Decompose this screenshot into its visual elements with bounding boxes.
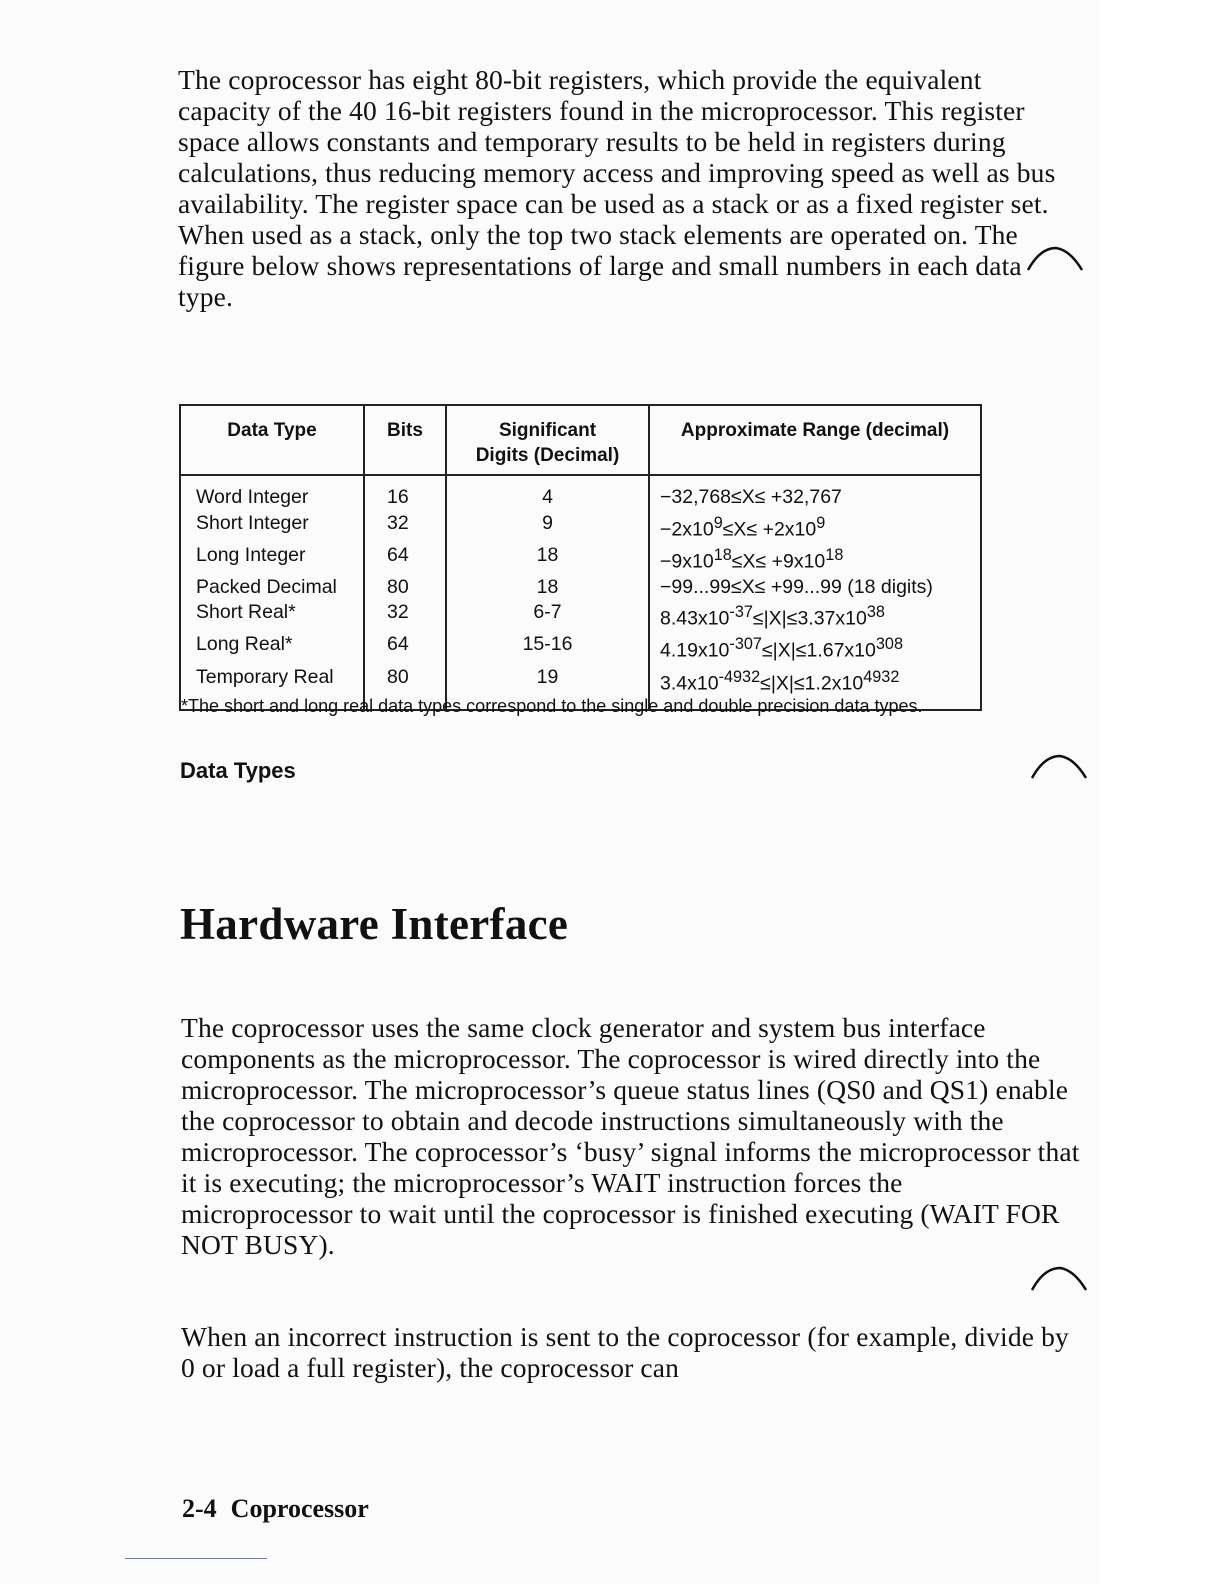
table-row [180, 632, 981, 664]
cell-range: $8.43x10^{-37}\le|X|\le 3.37x10^{38}$ [649, 600, 981, 632]
binder-tab-mark-icon [1030, 752, 1088, 782]
cell-digits: 4 [446, 475, 649, 511]
intro-paragraph: The coprocessor has eight 80-bit registers, which provide the equivalent capacity of the 40 16-bit registers found in the microprocessor. This register space allows constants and temporary results to be held in registers during calculations, thus reducing memory access and improving speed as well as bus availability. The register space can be used as a stack or as a fixed register set. When used as a stack, only the top two stack elements are operated on. The figure below shows representations of large and small numbers in each data type. [178, 64, 1056, 312]
cell-range: −32,768≤X≤ +32,767 [649, 475, 981, 511]
table-row [180, 511, 981, 543]
header-data-type: Data Type [180, 405, 364, 475]
data-types-table [179, 404, 982, 711]
cell-bits: 64 [364, 632, 446, 664]
hardware-paragraph-2: When an incorrect instruction is sent to the coprocessor (for example, divide by 0 or load a full register), the coprocessor can [181, 1321, 1069, 1383]
cell-range: $3.4x10^{-4932}\le|X|\le 1.2x10^{4932}$ [649, 665, 981, 710]
cell-data-type: Temporary Real [196, 665, 334, 688]
page-number: 2-4 [182, 1494, 217, 1523]
page-footer [182, 1494, 369, 1524]
binder-tab-mark-icon [1026, 244, 1084, 274]
figure-caption: Data Types [180, 758, 296, 783]
section-heading: Hardware Interface [180, 899, 569, 949]
cell-data-type: Short Real* [196, 601, 296, 624]
cell-digits: 19 [446, 665, 649, 710]
bottom-rule [125, 1558, 267, 1559]
cell-bits: 16 [364, 475, 446, 511]
table-footnote: *The short and long real data types correspond to the single and double precision data types. [181, 696, 923, 716]
table-row [180, 475, 981, 511]
cell-data-type: Word Integer [196, 486, 309, 508]
cell-bits: 32 [364, 511, 446, 543]
header-bits: Bits [364, 405, 446, 475]
cell-data-type: Short Integer [196, 511, 309, 534]
cell-data-type: Packed Decimal [196, 575, 337, 598]
cell-bits: 80 [364, 665, 446, 710]
table-row [180, 600, 981, 632]
cell-bits: 32 [364, 600, 446, 632]
binder-tab-mark-icon [1030, 1264, 1088, 1294]
table-row [180, 543, 981, 575]
cell-range: $4.19x10^{-307}\le|X|\le 1.67x10^{308}$ [649, 632, 981, 664]
cell-bits: 64 [364, 543, 446, 575]
cell-data-type: Long Integer [196, 543, 306, 566]
cell-range: $-2x10^9\le X\le +2x10^9$ [649, 511, 981, 543]
cell-range: $-9x10^{18}\le X\le +9x10^{18}$ [649, 543, 981, 575]
table-header-row [180, 405, 981, 475]
cell-data-type: Long Real* [196, 633, 293, 656]
header-approximate-range: Approximate Range (decimal) [649, 405, 981, 475]
cell-digits: 15-16 [446, 632, 649, 664]
cell-range: −99...99≤X≤ +99...99 (18 digits) [649, 575, 981, 601]
page-margin [1100, 0, 1224, 1584]
cell-digits: 6-7 [446, 600, 649, 632]
cell-bits: 80 [364, 575, 446, 601]
header-significant-digits: Significant Digits (Decimal) [446, 405, 649, 475]
cell-digits: 18 [446, 543, 649, 575]
chapter-title: Coprocessor [230, 1494, 369, 1523]
cell-digits: 9 [446, 511, 649, 543]
table-row [180, 575, 981, 601]
hardware-paragraph-1: The coprocessor uses the same clock generator and system bus interface components as the microprocessor. The coprocessor is wired directly into the microprocessor. The microprocessor’s queue status lines (QS0 and QS1) enable the coprocessor to obtain and decode instructions simultaneously with the microprocessor. The coprocessor’s ‘busy’ signal informs the microprocessor that it is executing; the microprocessor’s WAIT instruction forces the microprocessor to wait until the coprocessor is finished executing (WAIT FOR NOT BUSY). [181, 1012, 1080, 1260]
cell-digits: 18 [446, 575, 649, 601]
